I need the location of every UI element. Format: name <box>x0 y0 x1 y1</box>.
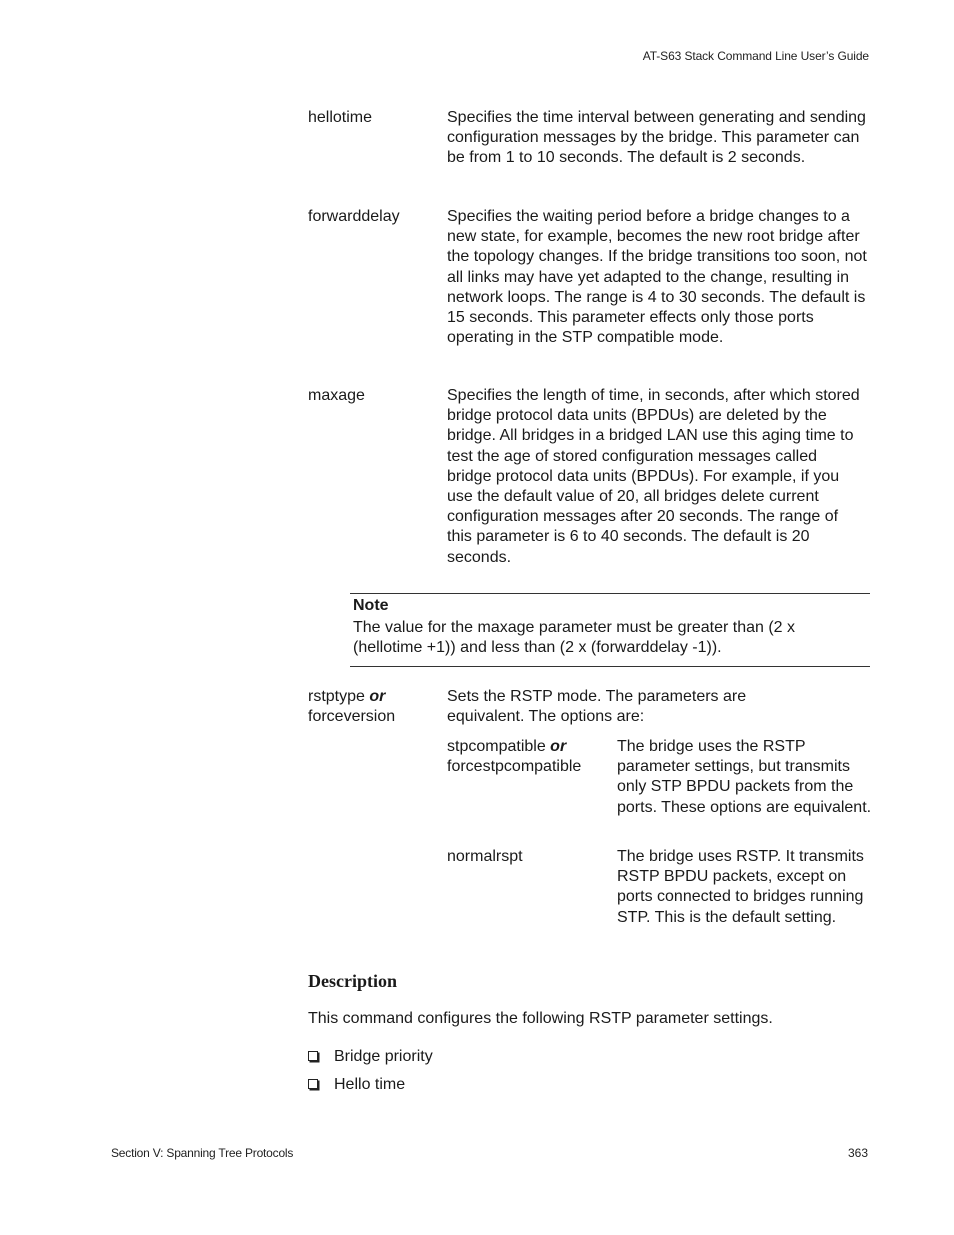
param-term-forwarddelay: forwarddelay <box>308 208 400 225</box>
param-definition-maxage: Specifies the length of time, in seconds, after which stored bridge protocol data units (BPDUs) are deleted by the bridge. All bridges in a bridged LAN use this aging time to test the age of stored configuration messages called bridge protocol data units (BPDUs). For example, if you use the default value of 20, all bridges delete current configuration messages after 20 seconds. The range of this parameter is 6 to 40 seconds. The default is 20 seconds. <box>447 387 860 566</box>
option-definition-normalrspt: The bridge uses RSTP. It transmits RSTP BPDU packets, except on ports connected to bridges running STP. This is the default setting. <box>617 848 864 926</box>
note-text: The value for the maxage parameter must be greater than (2 x (hellotime +1)) and less than (2 x (forwarddelay -1)). <box>353 619 796 657</box>
param-term-hellotime: hellotime <box>308 109 373 126</box>
bullet-label: Hello time <box>334 1076 406 1093</box>
checkbox-bullet-icon <box>308 1051 318 1061</box>
option-term-stpcompatible <box>447 737 612 777</box>
or-connector: or <box>550 738 567 755</box>
term-forcestpcompatible: forcestpcompatible <box>447 758 582 776</box>
term-stpcompatible: stpcompatible <box>447 738 546 755</box>
description-intro: This command configures the following RSTP parameter settings. <box>308 1010 773 1027</box>
param-term-rstptype <box>308 687 443 727</box>
note-bottom-rule <box>350 666 870 667</box>
section-heading-description: Description <box>308 971 397 991</box>
bullet-item <box>308 1075 405 1095</box>
option-definition-stpcompatible: The bridge uses the RSTP parameter settings, but transmits only STP BPDU packets from the ports. These options are equivalent. <box>617 738 872 816</box>
or-connector: or <box>369 688 386 705</box>
note-title: Note <box>353 597 389 614</box>
note-top-rule <box>350 593 870 594</box>
page-number: 363 <box>847 1146 868 1160</box>
param-term-maxage: maxage <box>308 387 365 404</box>
bullet-label: Bridge priority <box>334 1048 433 1065</box>
running-header: AT-S63 Stack Command Line User’s Guide <box>642 49 869 63</box>
param-definition-forwarddelay: Specifies the waiting period before a bridge changes to a new state, for example, becomes the new root bridge after the topology changes. If the bridge transitions too soon, not all links may have yet adapted to the change, resulting in network loops. The range is 4 to 30 seconds. The default is 15 seconds. This parameter effects only those ports operating in the STP compatible mode. <box>447 208 867 347</box>
term-forceversion: forceversion <box>308 708 396 726</box>
option-term-normalrspt: normalrspt <box>447 848 523 865</box>
bullet-item <box>308 1047 433 1067</box>
param-definition-hellotime: Specifies the time interval between generating and sending configuration messages by the bridge. This parameter can be from 1 to 10 seconds. The default is 2 seconds. <box>447 109 866 167</box>
term-rstptype: rstptype <box>308 688 365 705</box>
param-definition-rstptype: Sets the RSTP mode. The parameters are equivalent. The options are: <box>447 688 747 726</box>
footer-section-title: Section V: Spanning Tree Protocols <box>111 1146 294 1160</box>
checkbox-bullet-icon <box>308 1079 318 1089</box>
